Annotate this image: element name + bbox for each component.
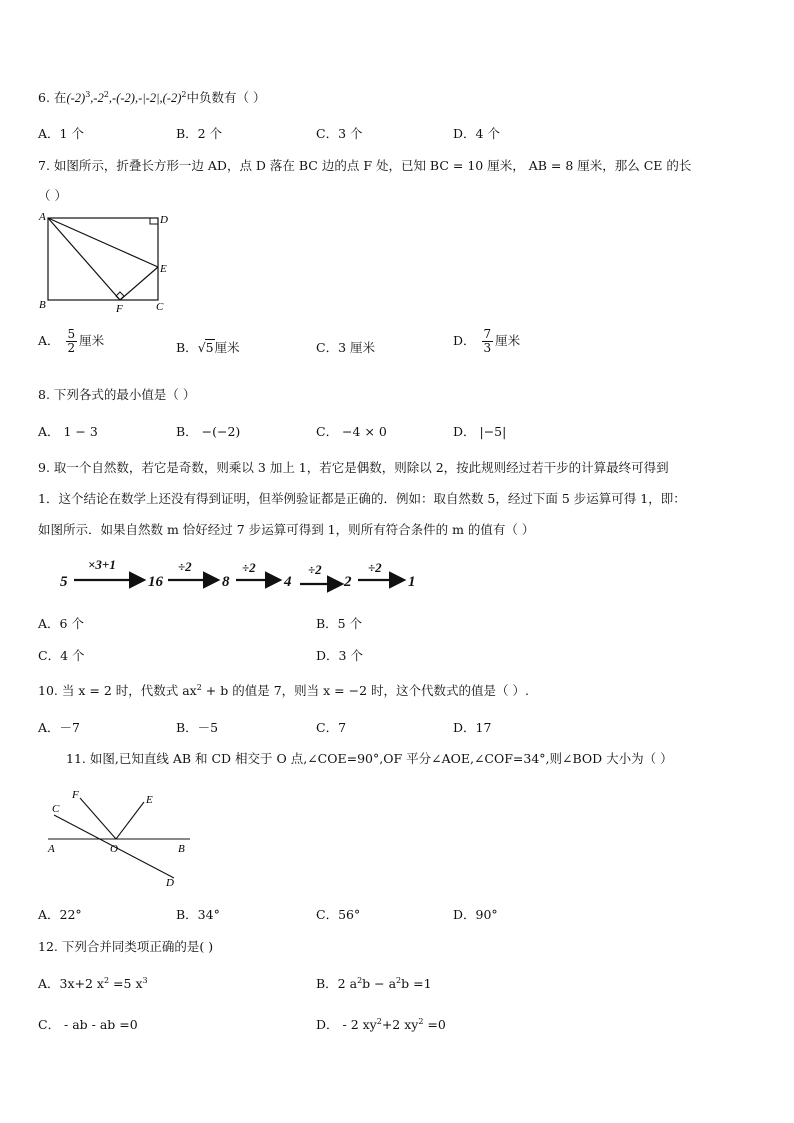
rectangle-fold-figure [36, 210, 176, 318]
q7-option-a[interactable]: A． $\frac{5}{2}$ 厘米 [38, 327, 105, 355]
label-f: F [72, 789, 79, 801]
question-12 [38, 937, 213, 955]
chain-num-5: 5 [60, 574, 68, 590]
q9-option-d[interactable]: D．3 个 [316, 648, 363, 663]
label-a: A [48, 843, 55, 855]
question-number: 10. [38, 683, 58, 698]
fraction: $\frac{7}{3}$ [483, 327, 492, 355]
chain-num-4: 4 [284, 574, 292, 590]
question-text-line-1: 取一个自然数，若它是奇数，则乘以 3 加上 1，若它是偶数，则除以 2，按此规则经过若干步的计算最终可得到 [53, 460, 669, 475]
sqrt-icon: √ [197, 340, 206, 355]
q8-option-a[interactable]: A． 1 − 3 [38, 424, 98, 439]
q9-option-a[interactable]: A．6 个 [38, 616, 84, 631]
ray-of [80, 798, 116, 839]
q10-option-a[interactable]: A．－7 [38, 720, 80, 735]
q6-option-b[interactable]: B．2 个 [176, 126, 223, 141]
chain-num-8: 8 [222, 574, 230, 590]
right-angle-mark-d [150, 218, 158, 224]
q7-option-c[interactable]: C．3 厘米 [316, 340, 376, 355]
question-text: 下列各式的最小值是（ ） [53, 387, 196, 402]
q8-option-c[interactable]: C． −4 × 0 [316, 424, 387, 439]
question-10: 10. 当 x = 2 时，代数式 $ax^2 + b$ 的值是 7，则当 x = −2 时，这个代数式的值是（ ）. [38, 682, 529, 698]
label-e: E [146, 794, 153, 806]
question-9-line-3: 如图所示．如果自然数 m 恰好经过 7 步运算可得到 1，则所有符合条件的 m 的值有（ ） [38, 522, 535, 537]
question-number: 6. [38, 90, 50, 105]
question-8 [38, 385, 195, 403]
ray-oe [116, 802, 144, 839]
q11-option-d[interactable]: D．90° [453, 907, 498, 922]
q6-option-c[interactable]: C．3 个 [316, 126, 363, 141]
q9-option-c[interactable]: C．4 个 [38, 648, 85, 663]
question-number: 12. [38, 939, 58, 954]
question-text: 在 [53, 90, 67, 105]
q12-option-c[interactable]: C． - ab - ab =0 [38, 1017, 138, 1032]
question-text: 如图,已知直线 AB 和 CD 相交于 O 点,∠COE=90°,OF 平分∠AOE,∠COF=34°,则∠BOD 大小为（ ） [89, 751, 673, 766]
fraction: $\frac{5}{2}$ [67, 327, 76, 355]
chain-num-16: 16 [148, 574, 163, 590]
label-d: D [160, 214, 168, 226]
chain-op-5: ÷2 [368, 560, 382, 575]
q7-option-d[interactable]: D． $\frac{7}{3}$ 厘米 [453, 327, 521, 355]
label-c: C [156, 301, 164, 313]
q6-option-d[interactable]: D．4 个 [453, 126, 500, 141]
q9-option-b[interactable]: B．5 个 [316, 616, 363, 631]
q7-option-b[interactable]: B．√5厘米 [176, 340, 240, 355]
label-b: B [39, 299, 46, 311]
chain-num-1: 1 [408, 574, 416, 590]
line-ae [48, 218, 158, 267]
q12-option-d[interactable]: D． - 2 $xy^2+2$ $xy^2 =0$ [316, 1016, 446, 1032]
question-7 [38, 156, 691, 174]
label-f: F [116, 303, 123, 315]
q10-option-b[interactable]: B．－5 [176, 720, 219, 735]
question-11 [66, 749, 673, 767]
q6-option-a[interactable]: A．1 个 [38, 126, 84, 141]
line-fe [120, 267, 158, 300]
line-af [48, 218, 120, 300]
answer-paren: （ ） [38, 188, 67, 203]
question-text: 当 x = 2 时，代数式 ax [61, 683, 197, 698]
chain-op-4: ÷2 [308, 562, 322, 577]
intersecting-lines-figure [40, 786, 200, 890]
question-9 [38, 458, 669, 476]
q12-option-b[interactable]: B．2 $a^2b - a^2b =1$ [316, 975, 432, 991]
question-text: 如图所示，折叠长方形一边 AD，点 D 落在 BC 边的点 F 处，已知 BC = 10 厘米， AB = 8 厘米，那么 CE 的长 [53, 158, 692, 173]
chain-op-3: ÷2 [242, 560, 256, 575]
chain-num-2: 2 [344, 574, 352, 590]
chain-op-2: ÷2 [178, 559, 192, 574]
question-number: 7. [38, 158, 50, 173]
operation-chain-figure [56, 556, 436, 596]
question-6: 6. 在$(-2)^3,-2^2,-(-2),-|-2|,(-2)^2$中负数有（ ） [38, 89, 266, 105]
q11-option-b[interactable]: B．34° [176, 907, 220, 922]
label-d: D [166, 877, 174, 889]
q11-option-c[interactable]: C．56° [316, 907, 361, 922]
question-9-line-2: 1．这个结论在数学上还没有得到证明，但举例验证都是正确的．例如：取自然数 5，经过下面 5 步运算可得 1，即： [38, 491, 686, 506]
label-o: O [110, 843, 118, 855]
q10-option-d[interactable]: D．17 [453, 720, 492, 735]
label-a: A [39, 211, 46, 223]
label-b: B [178, 843, 185, 855]
q11-option-a[interactable]: A．22° [38, 907, 82, 922]
q12-option-a[interactable]: A．3x+2 $x^2 =5$ $x^3$ [38, 975, 148, 991]
q10-option-c[interactable]: C．7 [316, 720, 347, 735]
question-text: 下列合并同类项正确的是( ) [61, 939, 214, 954]
question-number: 11. [66, 751, 86, 766]
q8-option-d[interactable]: D． |−5| [453, 424, 507, 439]
chain-op-1: ×3+1 [88, 557, 116, 572]
q8-option-b[interactable]: B． −(−2) [176, 424, 241, 439]
question-number: 9. [38, 460, 50, 475]
label-e: E [160, 263, 167, 275]
question-number: 8. [38, 387, 50, 402]
label-c: C [52, 803, 60, 815]
